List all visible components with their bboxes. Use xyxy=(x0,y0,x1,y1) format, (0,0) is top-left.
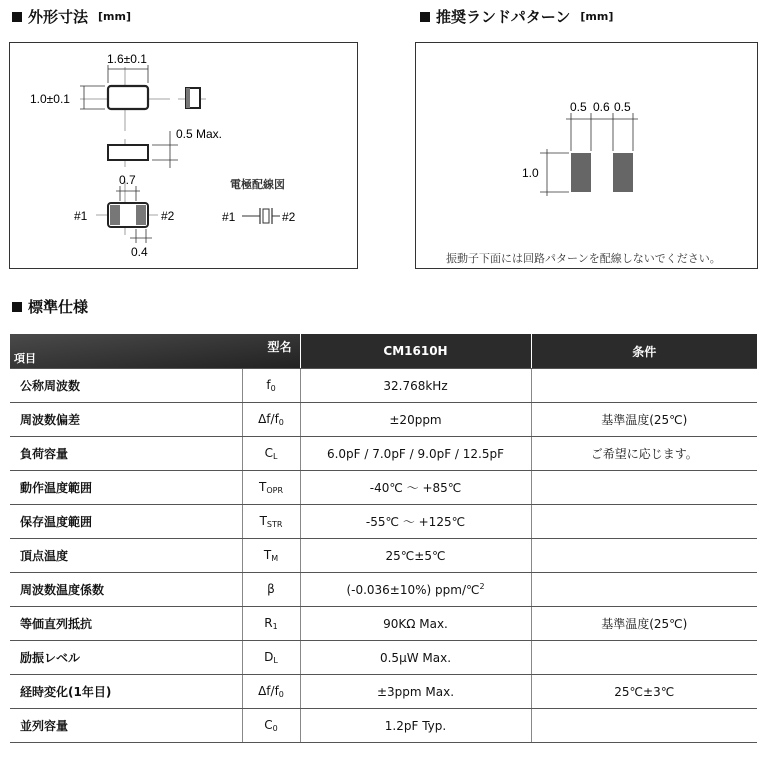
row-value: ±20ppm xyxy=(300,403,531,437)
schematic-pin2: #2 xyxy=(282,210,296,224)
row-condition xyxy=(531,471,757,505)
dim-height-label: 1.0±0.1 xyxy=(30,92,70,106)
row-item: 励振レベル xyxy=(10,641,242,675)
row-value: 90KΩ Max. xyxy=(300,607,531,641)
dim-pad-gap-label: 0.7 xyxy=(119,173,136,187)
section-title-outline: 外形寸法 [mm] xyxy=(12,6,131,27)
row-item: 保存温度範囲 xyxy=(10,505,242,539)
dim-width-label: 1.6±0.1 xyxy=(107,52,147,66)
table-row xyxy=(10,471,757,505)
row-value: 1.2pF Typ. xyxy=(300,709,531,743)
row-item: 並列容量 xyxy=(10,709,242,743)
table-row xyxy=(10,607,757,641)
row-condition xyxy=(531,505,757,539)
table-row xyxy=(10,505,757,539)
row-symbol: $D_L$ xyxy=(242,641,300,675)
table-row xyxy=(10,573,757,607)
land-dim-h: 1.0 xyxy=(522,166,539,180)
row-item: 公称周波数 xyxy=(10,369,242,403)
row-condition xyxy=(531,709,757,743)
section-title-land-pattern: 推奨ランドパターン [mm] xyxy=(420,6,613,27)
square-bullet-icon xyxy=(12,12,22,22)
row-condition xyxy=(531,573,757,607)
row-condition xyxy=(531,641,757,675)
section-title-spec: 標準仕様 xyxy=(12,296,88,317)
row-value: ±3ppm Max. xyxy=(300,675,531,709)
header-item-cell: 型名 項目 xyxy=(10,334,300,369)
row-symbol: $T_{OPR}$ xyxy=(242,471,300,505)
row-item: 周波数偏差 xyxy=(10,403,242,437)
row-symbol: $f_0$ xyxy=(242,369,300,403)
outline-drawing-panel xyxy=(9,42,358,269)
table-row xyxy=(10,539,757,573)
land-dim-a: 0.5 xyxy=(570,100,587,114)
land-note: 振動子下面には回路パターンを配線しないでください。 xyxy=(446,253,721,265)
pin2-label: #2 xyxy=(161,209,175,223)
row-symbol: $C_0$ xyxy=(242,709,300,743)
row-item: 動作温度範囲 xyxy=(10,471,242,505)
row-value: (-0.036±10%) ppm/℃$^2$ xyxy=(300,573,531,607)
dim-pad-width-label: 0.4 xyxy=(131,245,148,259)
table-header-row xyxy=(10,334,757,369)
land-pattern-drawing xyxy=(416,43,757,268)
table-row xyxy=(10,709,757,743)
row-item: 頂点温度 xyxy=(10,539,242,573)
schematic-pin1: #1 xyxy=(222,210,236,224)
land-pattern-panel xyxy=(415,42,758,269)
square-bullet-icon xyxy=(420,12,430,22)
row-symbol: $\Delta f/f_0$ xyxy=(242,403,300,437)
header-model: CM1610H xyxy=(300,334,531,369)
table-row xyxy=(10,675,757,709)
pin1-label: #1 xyxy=(74,209,88,223)
row-item: 周波数温度係数 xyxy=(10,573,242,607)
row-symbol: $T_{STR}$ xyxy=(242,505,300,539)
dim-thickness-label: 0.5 Max. xyxy=(176,127,223,141)
row-symbol: β xyxy=(242,573,300,607)
row-item: 等価直列抵抗 xyxy=(10,607,242,641)
table-row xyxy=(10,641,757,675)
row-condition: ご希望に応じます。 xyxy=(531,437,757,471)
row-item: 負荷容量 xyxy=(10,437,242,471)
land-dim-b: 0.6 xyxy=(593,100,610,114)
schematic-title: 電極配線図 xyxy=(230,179,285,191)
row-symbol: $T_M$ xyxy=(242,539,300,573)
row-symbol: $\Delta f/f_0$ xyxy=(242,675,300,709)
row-value: 6.0pF / 7.0pF / 9.0pF / 12.5pF xyxy=(300,437,531,471)
outline-drawing xyxy=(10,43,357,268)
row-value: 25℃±5℃ xyxy=(300,539,531,573)
header-condition: 条件 xyxy=(531,334,757,369)
land-dim-c: 0.5 xyxy=(614,100,631,114)
table-row xyxy=(10,437,757,471)
row-value: -40℃ ～ +85℃ xyxy=(300,471,531,505)
row-condition: 基準温度(25℃) xyxy=(531,607,757,641)
row-item: 経時変化(1年目) xyxy=(10,675,242,709)
row-condition xyxy=(531,369,757,403)
row-condition xyxy=(531,539,757,573)
row-symbol: $C_L$ xyxy=(242,437,300,471)
row-condition: 25℃±3℃ xyxy=(531,675,757,709)
row-value: -55℃ ～ +125℃ xyxy=(300,505,531,539)
row-symbol: $R_1$ xyxy=(242,607,300,641)
row-value: 0.5μW Max. xyxy=(300,641,531,675)
row-condition: 基準温度(25℃) xyxy=(531,403,757,437)
table-row xyxy=(10,369,757,403)
table-row xyxy=(10,403,757,437)
square-bullet-icon xyxy=(12,302,22,312)
row-value: 32.768kHz xyxy=(300,369,531,403)
spec-table xyxy=(10,334,757,743)
